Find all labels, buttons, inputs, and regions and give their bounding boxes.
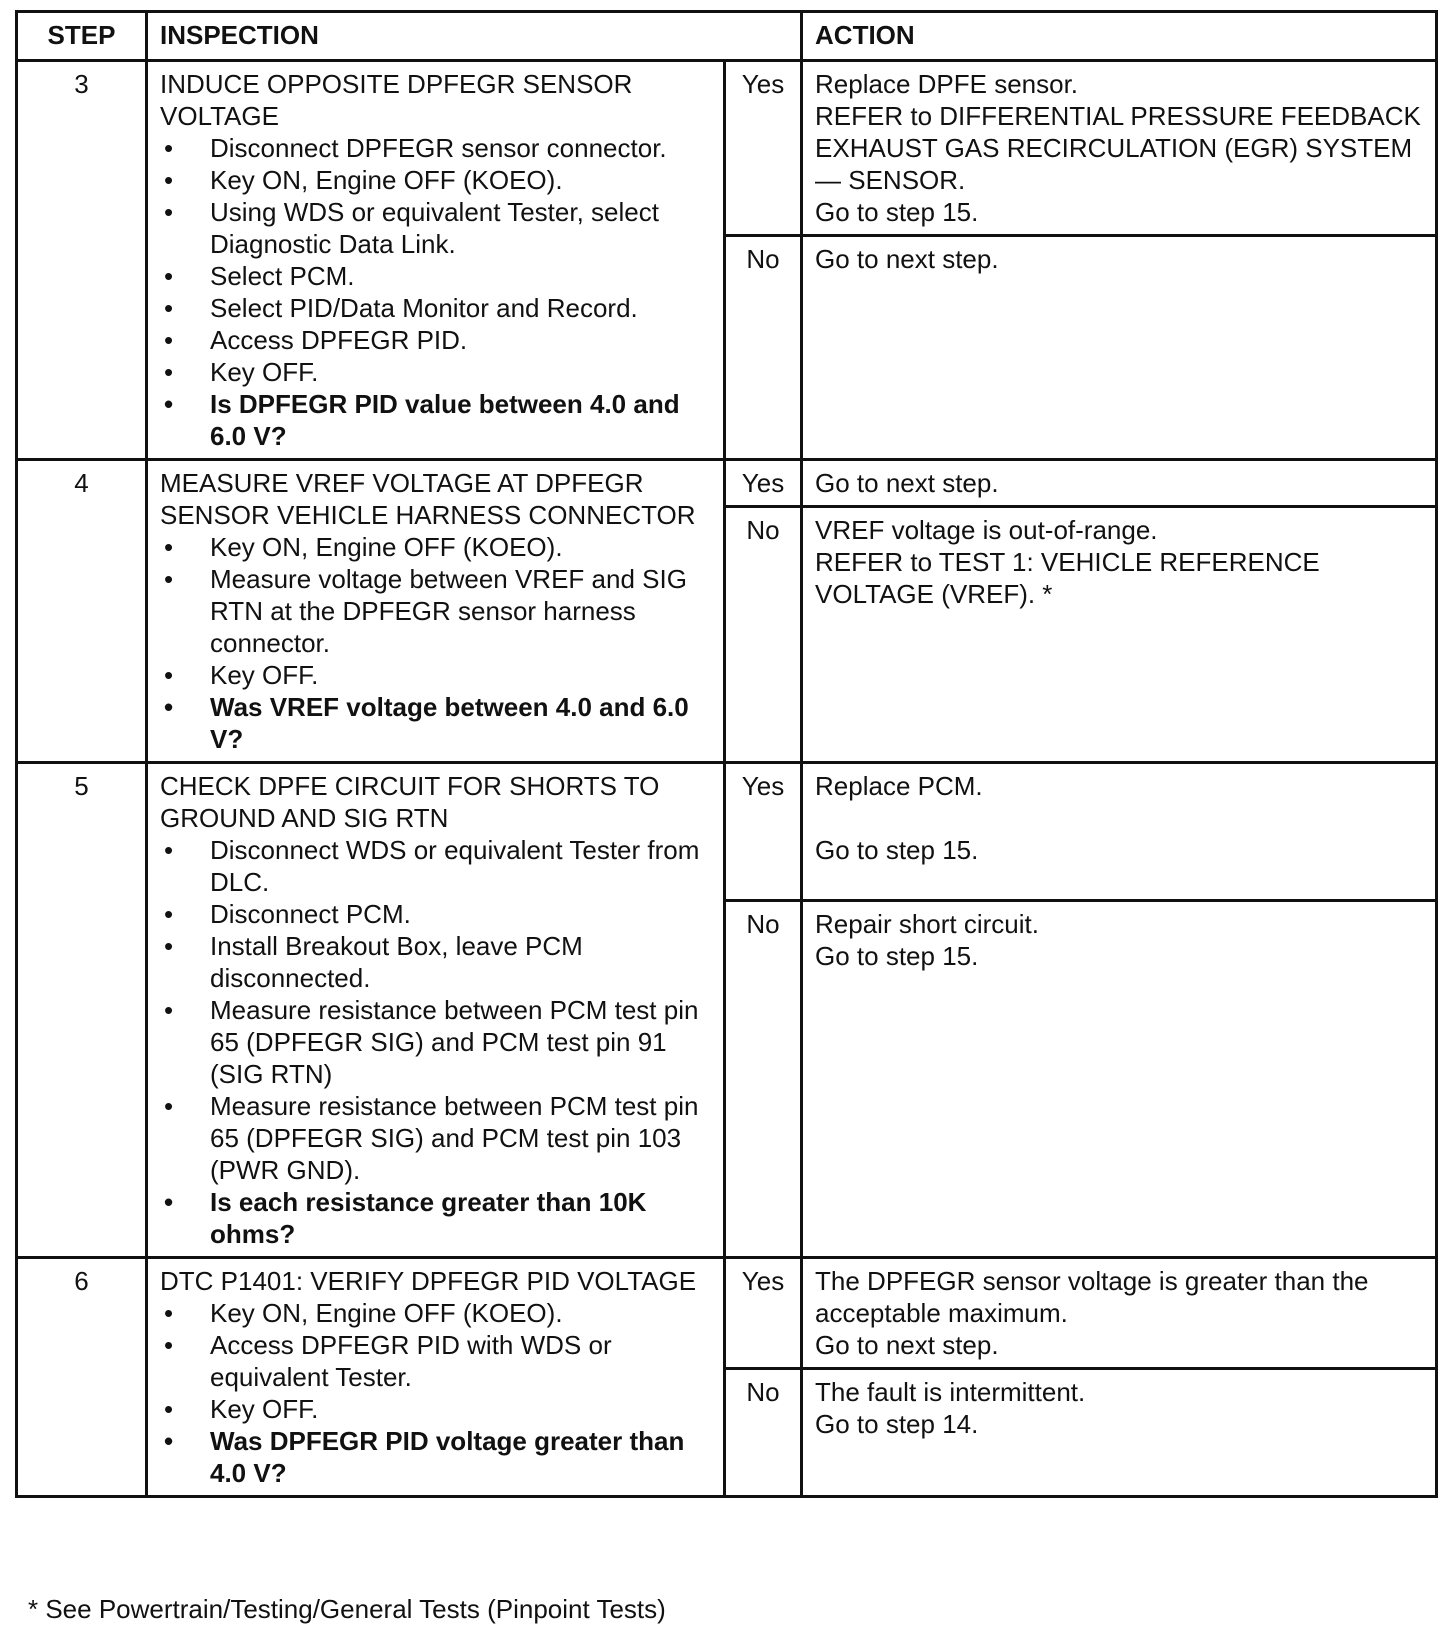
no-action-cell [802, 1369, 1437, 1497]
action-line: REFER to TEST 1: VEHICLE REFERENCE VOLTAGE (VREF). * [815, 547, 1320, 609]
no-action-cell [802, 236, 1437, 460]
action-line: Go to step 15. [815, 835, 979, 865]
header-row [17, 12, 1437, 61]
inspection-bullet: • Measure resistance between PCM test pin 65 (DPFEGR SIG) and PCM test pin 103 (PWR GND). [160, 1090, 711, 1186]
step-row-5-yes [17, 763, 1437, 901]
action-line: Go to step 14. [815, 1409, 979, 1439]
action-line: VREF voltage is out-of-range. [815, 515, 1158, 545]
action-line: The fault is intermittent. [815, 1377, 1086, 1407]
inspection-bullets [160, 834, 711, 1250]
inspection-bullet: • Key ON, Engine OFF (KOEO). [160, 1297, 711, 1329]
step-number: 4 [17, 460, 147, 763]
inspection-cell [147, 61, 725, 460]
inspection-bullet: • Access DPFEGR PID. [160, 324, 711, 356]
inspection-question: • Is DPFEGR PID value between 4.0 and 6.0 V? [160, 388, 711, 452]
inspection-cell [147, 1258, 725, 1497]
inspection-question: • Was DPFEGR PID voltage greater than 4.0 V? [160, 1425, 711, 1489]
no-label: No [725, 507, 802, 763]
step-number: 6 [17, 1258, 147, 1497]
diagnostic-table [15, 10, 1438, 1498]
action-line: REFER to DIFFERENTIAL PRESSURE FEEDBACK EXHAUST GAS RECIRCULATION (EGR) SYSTEM — SENSOR. [815, 101, 1421, 195]
no-action-cell [802, 901, 1437, 1258]
action-line: Go to step 15. [815, 941, 979, 971]
inspection-header: INSPECTION [147, 12, 802, 61]
inspection-bullet: • Select PID/Data Monitor and Record. [160, 292, 711, 324]
inspection-title: CHECK DPFE CIRCUIT FOR SHORTS TO GROUND AND SIG RTN [160, 771, 660, 833]
spacer [815, 802, 1423, 834]
inspection-bullet: • Disconnect PCM. [160, 898, 711, 930]
action-line: Replace DPFE sensor. [815, 69, 1079, 99]
action-line: Go to next step. [815, 468, 999, 498]
inspection-bullets [160, 132, 711, 452]
inspection-bullets [160, 531, 711, 755]
action-line: Repair short circuit. [815, 909, 1039, 939]
step-header: STEP [17, 12, 147, 61]
inspection-bullet: • Access DPFEGR PID with WDS or equivalent Tester. [160, 1329, 711, 1393]
inspection-bullet: • Disconnect DPFEGR sensor connector. [160, 132, 711, 164]
yes-action-cell [802, 763, 1437, 901]
inspection-bullet: • Key OFF. [160, 356, 711, 388]
action-line: Go to step 15. [815, 197, 979, 227]
inspection-title: INDUCE OPPOSITE DPFEGR SENSOR VOLTAGE [160, 69, 633, 131]
no-action-cell [802, 507, 1437, 763]
inspection-bullet: • Measure resistance between PCM test pin 65 (DPFEGR SIG) and PCM test pin 91 (SIG RTN) [160, 994, 711, 1090]
inspection-title: MEASURE VREF VOLTAGE AT DPFEGR SENSOR VEHICLE HARNESS CONNECTOR [160, 468, 696, 530]
action-header: ACTION [802, 12, 1437, 61]
step-number: 3 [17, 61, 147, 460]
inspection-bullet: • Key ON, Engine OFF (KOEO). [160, 164, 711, 196]
step-row-3-yes [17, 61, 1437, 236]
action-line: The DPFEGR sensor voltage is greater than the acceptable maximum. [815, 1266, 1369, 1328]
step-row-4-yes [17, 460, 1437, 507]
yes-label: Yes [725, 460, 802, 507]
inspection-title: DTC P1401: VERIFY DPFEGR PID VOLTAGE [160, 1266, 697, 1296]
yes-action-cell [802, 1258, 1437, 1369]
yes-label: Yes [725, 1258, 802, 1369]
yes-label: Yes [725, 763, 802, 901]
step-number: 5 [17, 763, 147, 1258]
inspection-question: • Is each resistance greater than 10K ohms? [160, 1186, 711, 1250]
inspection-bullet: • Key OFF. [160, 1393, 711, 1425]
inspection-cell [147, 460, 725, 763]
footnote: * See Powertrain/Testing/General Tests (Pinpoint Tests) [28, 1594, 666, 1624]
no-label: No [725, 1369, 802, 1497]
inspection-bullets [160, 1297, 711, 1489]
action-line: Go to next step. [815, 244, 999, 274]
inspection-bullet: • Key OFF. [160, 659, 711, 691]
yes-action-cell [802, 460, 1437, 507]
inspection-cell [147, 763, 725, 1258]
no-label: No [725, 236, 802, 460]
inspection-bullet: • Install Breakout Box, leave PCM disconnected. [160, 930, 711, 994]
inspection-bullet: • Select PCM. [160, 260, 711, 292]
inspection-bullet: • Disconnect WDS or equivalent Tester from DLC. [160, 834, 711, 898]
step-row-6-yes [17, 1258, 1437, 1369]
inspection-bullet: • Using WDS or equivalent Tester, select Diagnostic Data Link. [160, 196, 711, 260]
yes-action-cell [802, 61, 1437, 236]
inspection-question: • Was VREF voltage between 4.0 and 6.0 V? [160, 691, 711, 755]
no-label: No [725, 901, 802, 1258]
action-line: Replace PCM. [815, 771, 983, 801]
action-line: Go to next step. [815, 1330, 999, 1360]
yes-label: Yes [725, 61, 802, 236]
inspection-bullet: • Measure voltage between VREF and SIG RTN at the DPFEGR sensor harness connector. [160, 563, 711, 659]
inspection-bullet: • Key ON, Engine OFF (KOEO). [160, 531, 711, 563]
